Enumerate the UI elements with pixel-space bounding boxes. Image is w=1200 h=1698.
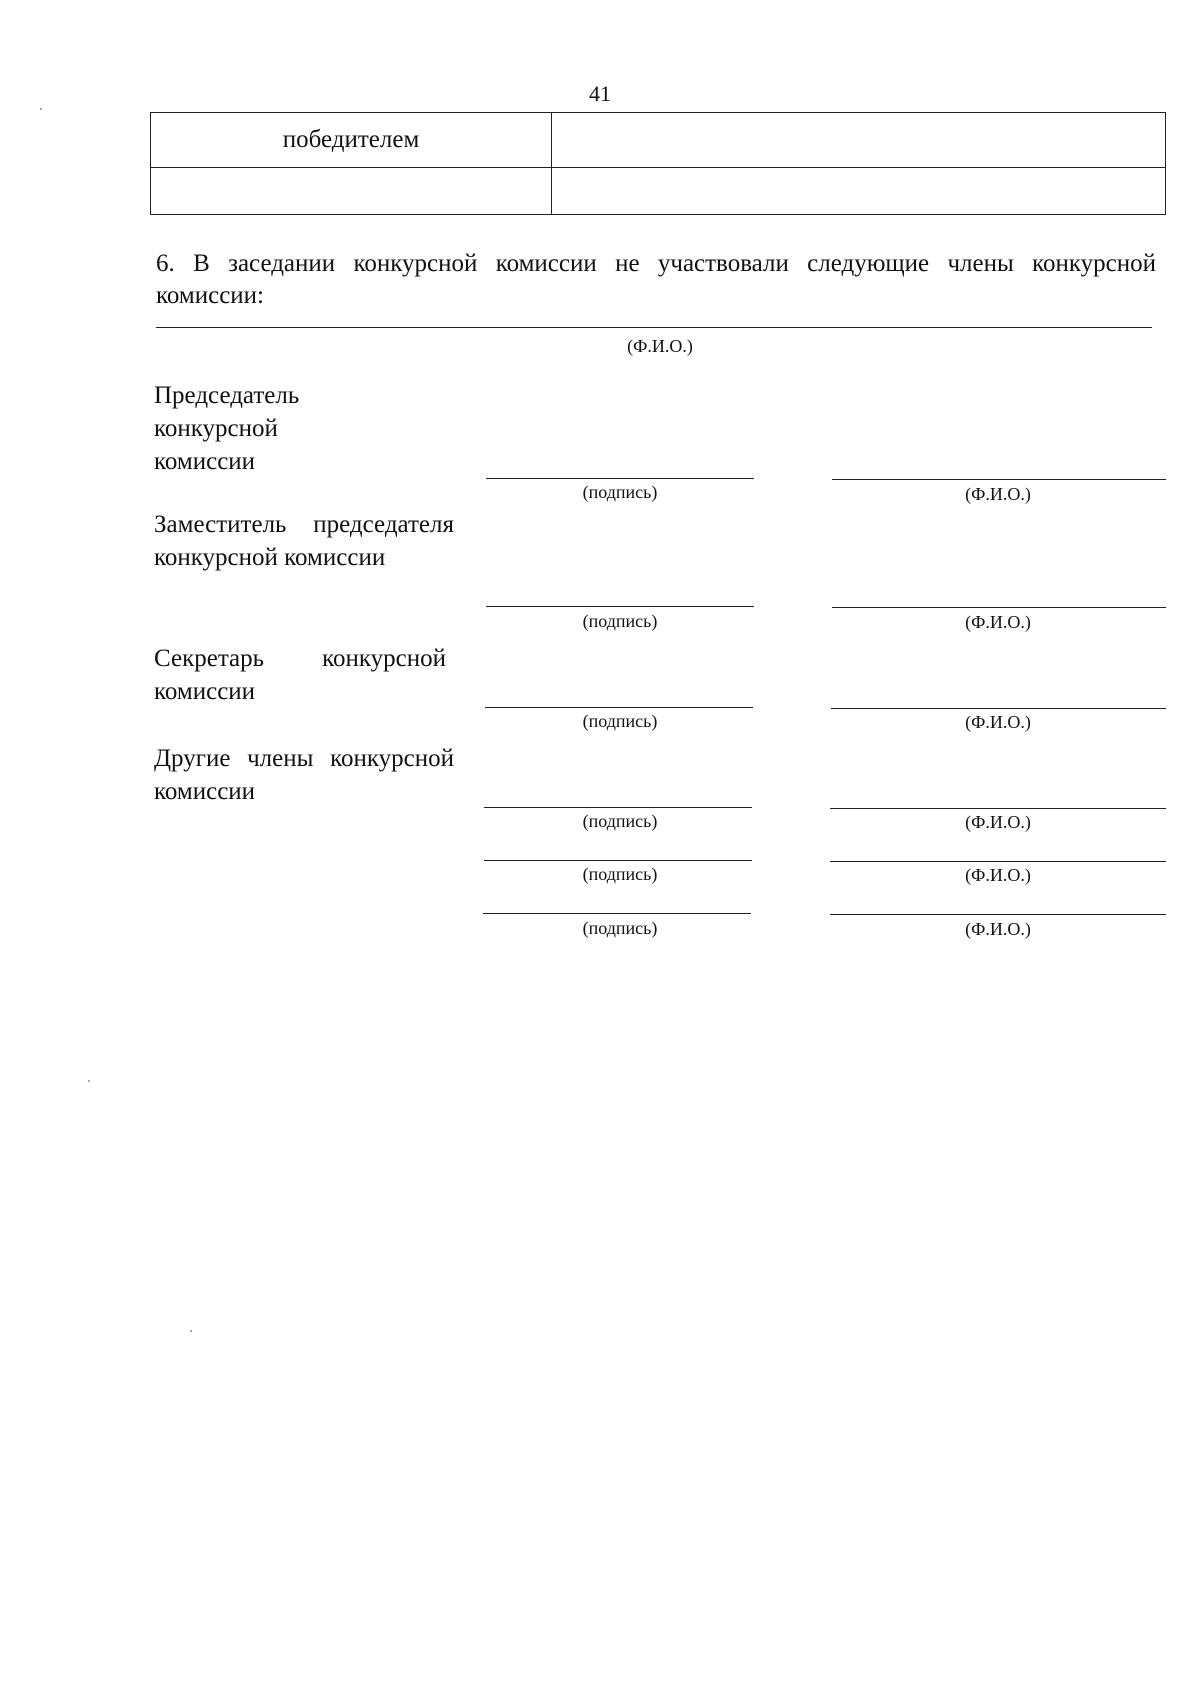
secretary-name-line (831, 708, 1166, 709)
absent-members-fio-line (156, 327, 1152, 328)
chair-label: Председатель конкурсной комиссии (154, 382, 300, 475)
member-2-name-line (830, 861, 1166, 862)
deputy-chair-name-caption: (Ф.И.О.) (965, 612, 1031, 632)
member-2-signature-line (484, 860, 752, 861)
member-3-name-caption: (Ф.И.О.) (965, 919, 1031, 939)
member-1-signature-caption: (подпись) (582, 811, 658, 831)
secretary-signature-caption: (подпись) (582, 711, 658, 731)
member-1-name-caption: (Ф.И.О.) (965, 812, 1031, 832)
secretary-signature-line (485, 707, 753, 708)
secretary-name-caption: (Ф.И.О.) (965, 712, 1031, 732)
member-1-name-line (830, 808, 1166, 809)
page-number: 41 (589, 81, 611, 106)
table-row-divider (151, 167, 1165, 168)
table-column-divider (551, 113, 552, 214)
other-members-label: Другие члены конкурсной комиссии (154, 745, 454, 805)
section-6-text: 6. В заседании конкурсной комиссии не участвовали следующие члены конкурсной комиссии: (156, 250, 1156, 309)
scan-speck (190, 1330, 192, 1332)
scan-speck (88, 1080, 90, 1082)
member-3-signature-line (483, 913, 751, 914)
deputy-chair-label: Заместитель председателя конкурсной комиссии (154, 511, 454, 571)
member-3-name-line (830, 914, 1166, 915)
chair-name-caption: (Ф.И.О.) (965, 484, 1031, 504)
absent-members-fio-caption: (Ф.И.О.) (627, 336, 693, 356)
table-cell-winner-label: победителем (282, 126, 420, 153)
member-1-signature-line (484, 807, 752, 808)
member-2-signature-caption: (подпись) (582, 864, 658, 884)
chair-name-line (832, 479, 1166, 480)
scan-speck (40, 108, 42, 110)
chair-signature-caption: (подпись) (582, 482, 658, 502)
chair-signature-line (486, 478, 754, 479)
results-table (150, 112, 1166, 215)
deputy-chair-name-line (832, 607, 1166, 608)
secretary-label: Секретарь конкурсной комиссии (154, 645, 446, 705)
deputy-chair-signature-line (486, 606, 754, 607)
deputy-chair-signature-caption: (подпись) (582, 611, 658, 631)
member-3-signature-caption: (подпись) (582, 918, 658, 938)
member-2-name-caption: (Ф.И.О.) (965, 865, 1031, 885)
